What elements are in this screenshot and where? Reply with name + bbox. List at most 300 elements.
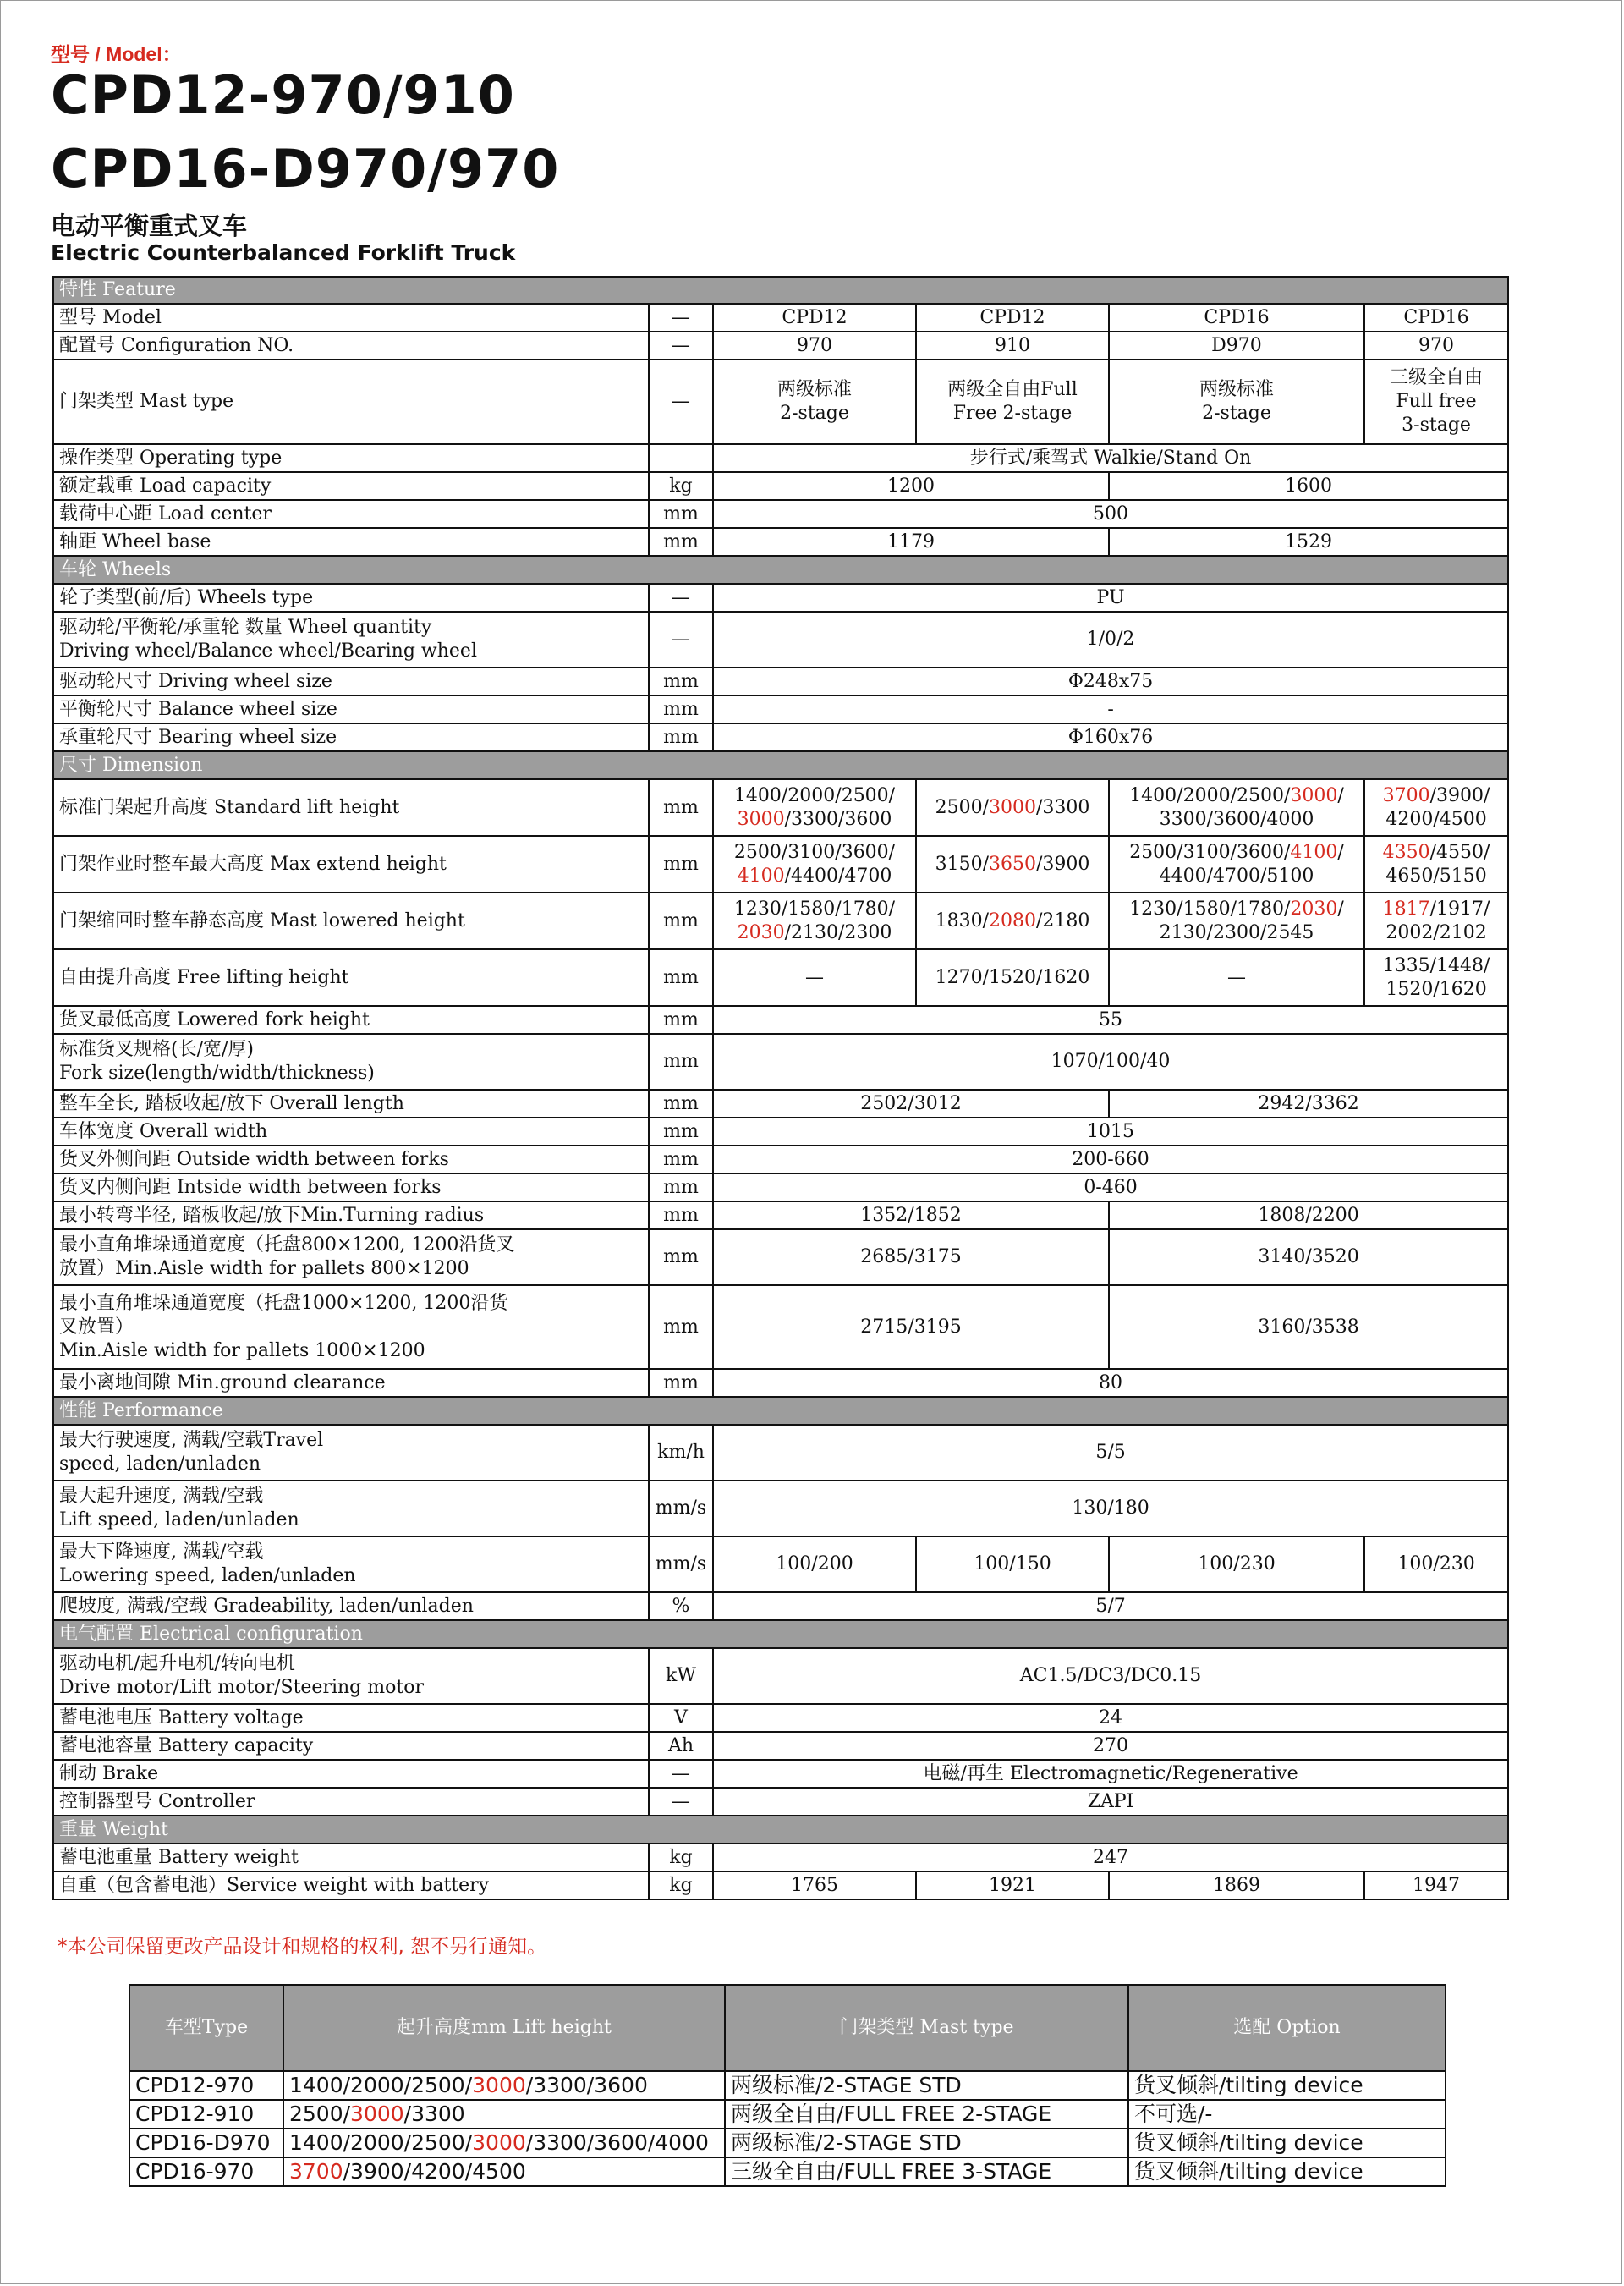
cell-cpd12-970: CPD12 <box>713 304 916 332</box>
spec-row-ground-clearance <box>53 1369 1508 1397</box>
cell-all-models: 1015 <box>713 1118 1508 1146</box>
value-part: / <box>1337 898 1344 920</box>
section-header-feature <box>53 277 1508 304</box>
highlight-value: 2030 <box>737 921 785 943</box>
row-unit: mm/s <box>649 1481 713 1536</box>
cell-all-models: 247 <box>713 1844 1508 1871</box>
cell-line: Free 2-stage <box>952 403 1073 424</box>
label-line: 叉放置） <box>59 1316 134 1338</box>
value-part: /3900/4200/4500 <box>343 2159 526 2184</box>
row-label <box>53 1481 649 1536</box>
section-title: 性能 Performance <box>53 1397 1508 1425</box>
spec-row-aisle-width-1000 <box>53 1285 1508 1369</box>
cell-line: 1520/1620 <box>1385 978 1487 1000</box>
option-mast-type: 两级全自由/FULL FREE 2-STAGE <box>725 2100 1128 2129</box>
section-header-wheels <box>53 556 1508 584</box>
highlight-value: 3000 <box>737 808 785 830</box>
spec-row-mast-lowered-height <box>53 893 1508 949</box>
row-unit: mm <box>649 528 713 556</box>
row-label: 平衡轮尺寸 Balance wheel size <box>53 695 649 723</box>
cell-all-models: - <box>713 695 1508 723</box>
row-label: 最小离地间隙 Min.ground clearance <box>53 1369 649 1397</box>
value-part: /1917/ <box>1429 898 1490 920</box>
value-part: /4400/4700 <box>784 865 892 887</box>
highlight-value: 4100 <box>737 865 785 887</box>
value-part: /3900 <box>1036 853 1090 875</box>
option-type: CPD12-910 <box>129 2100 283 2129</box>
option-mast-type: 三级全自由/FULL FREE 3-STAGE <box>725 2157 1128 2186</box>
cell-cpd12-910 <box>916 893 1109 949</box>
cell-cpd12-910: 910 <box>916 332 1109 360</box>
cell-cpd16-d970: CPD16 <box>1109 304 1364 332</box>
spec-row-overall-length <box>53 1090 1508 1118</box>
option-mast-type: 两级标准/2-STAGE STD <box>725 2071 1128 2100</box>
spec-row-bearing-wheel-size <box>53 723 1508 751</box>
cell-cpd12: 2502/3012 <box>713 1090 1109 1118</box>
label-line: Lift speed, laden/unladen <box>59 1509 299 1530</box>
row-unit: — <box>649 1788 713 1816</box>
cell-cpd16: 3160/3538 <box>1109 1285 1508 1369</box>
row-unit: mm <box>649 1034 713 1090</box>
cell-cpd16-d970: D970 <box>1109 332 1364 360</box>
cell-line: 2-stage <box>780 403 849 424</box>
row-label <box>53 1285 649 1369</box>
cell-cpd16-970 <box>1364 779 1508 836</box>
spec-table <box>52 276 1509 1900</box>
spec-row-brake <box>53 1760 1508 1788</box>
cell-line <box>1370 841 1502 865</box>
row-unit: mm <box>649 1201 713 1229</box>
cell-line: 两级标准 <box>776 379 852 400</box>
row-label <box>53 1536 649 1592</box>
model-title-1: CPD12-970/910 <box>51 64 515 126</box>
spec-row-controller <box>53 1788 1508 1816</box>
row-unit: mm <box>649 668 713 695</box>
label-line: Drive motor/Lift motor/Steering motor <box>59 1677 424 1698</box>
spec-row-motors <box>53 1648 1508 1704</box>
cell-line: 三级全自由 <box>1390 367 1484 388</box>
row-unit: mm <box>649 1285 713 1369</box>
row-unit: — <box>649 304 713 332</box>
spec-row-wheel-quantity <box>53 612 1508 668</box>
header-type: 车型Type <box>129 1985 283 2071</box>
value-part: /4550/ <box>1429 841 1490 863</box>
cell-all-models: 200-660 <box>713 1146 1508 1173</box>
spec-row-travel-speed <box>53 1425 1508 1481</box>
label-line: 放置）Min.Aisle width for pallets 800×1200 <box>59 1258 469 1279</box>
header-lift-height: 起升高度mm Lift height <box>283 1985 725 2071</box>
value-part: /3300 <box>1036 796 1090 818</box>
spec-row-gradeability <box>53 1592 1508 1620</box>
value-part: 1830/ <box>935 909 989 931</box>
value-part: 1400/2000/2500/ <box>1129 784 1291 806</box>
cell-cpd16-970 <box>1364 360 1508 444</box>
option-lift-height <box>283 2157 725 2186</box>
spec-row-free-lifting-height <box>53 949 1508 1006</box>
spec-row-wheels-type <box>53 584 1508 612</box>
product-title-en: Electric Counterbalanced Forklift Truck <box>51 240 516 265</box>
cell-all-models: Φ248x75 <box>713 668 1508 695</box>
options-row <box>129 2129 1446 2157</box>
row-label <box>53 612 649 668</box>
cell-line: 两级全自由Full <box>947 379 1078 400</box>
row-label: 爬坡度, 满载/空载 Gradeability, laden/unladen <box>53 1592 649 1620</box>
cell-cpd16-d970 <box>1109 360 1364 444</box>
row-label <box>53 1425 649 1481</box>
cell-cpd16-d970: — <box>1109 949 1364 1006</box>
cell-line: 2-stage <box>1202 403 1271 424</box>
spec-row-overall-width <box>53 1118 1508 1146</box>
label-line: Lowering speed, laden/unladen <box>59 1565 356 1586</box>
section-header-dimension <box>53 751 1508 779</box>
row-unit: mm <box>649 1229 713 1285</box>
row-unit: — <box>649 1760 713 1788</box>
spec-row-lowered-fork-height <box>53 1006 1508 1034</box>
highlight-value: 4350 <box>1382 841 1430 863</box>
label-line: 最大起升速度, 满载/空载 <box>59 1486 264 1507</box>
value-part: /3300 <box>403 2102 465 2126</box>
spec-row-wheel-base <box>53 528 1508 556</box>
cell-line: 3-stage <box>1402 415 1471 436</box>
cell-cpd12-970 <box>713 779 916 836</box>
row-label: 控制器型号 Controller <box>53 1788 649 1816</box>
value-part: /3300/3600 <box>525 2073 648 2097</box>
section-header-electrical <box>53 1620 1508 1648</box>
cell-all-models: 1070/100/40 <box>713 1034 1508 1090</box>
label-line: Fork size(length/width/thickness) <box>59 1063 375 1084</box>
spec-row-battery-capacity <box>53 1732 1508 1760</box>
spec-row-driving-wheel-size <box>53 668 1508 695</box>
cell-cpd16-970 <box>1364 949 1508 1006</box>
row-label: 最小转弯半径, 踏板收起/放下Min.Turning radius <box>53 1201 649 1229</box>
row-label: 整车全长, 踏板收起/放下 Overall length <box>53 1090 649 1118</box>
row-label: 蓄电池重量 Battery weight <box>53 1844 649 1871</box>
label-line: 最大下降速度, 满载/空载 <box>59 1541 264 1563</box>
label-line: speed, laden/unladen <box>59 1453 261 1475</box>
label-line: 驱动电机/起升电机/转向电机 <box>59 1653 295 1674</box>
row-label: 驱动轮尺寸 Driving wheel size <box>53 668 649 695</box>
cell-all-models: 270 <box>713 1732 1508 1760</box>
section-header-performance <box>53 1397 1508 1425</box>
cell-line <box>1115 841 1358 865</box>
row-unit: mm <box>649 695 713 723</box>
label-line: Driving wheel/Balance wheel/Bearing wheel <box>59 640 477 662</box>
row-unit: kW <box>649 1648 713 1704</box>
option-value: 货叉倾斜/tilting device <box>1128 2129 1446 2157</box>
section-title: 电气配置 Electrical configuration <box>53 1620 1508 1648</box>
option-lift-height <box>283 2129 725 2157</box>
row-unit: — <box>649 612 713 668</box>
cell-all-models: 24 <box>713 1704 1508 1732</box>
row-unit: mm <box>649 836 713 893</box>
header-mast-type: 门架类型 Mast type <box>725 1985 1128 2071</box>
value-part: 1230/1580/1780/ <box>1129 898 1291 920</box>
section-title: 车轮 Wheels <box>53 556 1508 584</box>
cell-cpd12-910: CPD12 <box>916 304 1109 332</box>
spec-row-outside-width-forks <box>53 1146 1508 1173</box>
model-title-2: CPD16-D970/970 <box>51 138 560 200</box>
option-type: CPD16-970 <box>129 2157 283 2186</box>
option-type: CPD16-D970 <box>129 2129 283 2157</box>
highlight-value: 3700 <box>289 2159 343 2184</box>
row-label: 自由提升高度 Free lifting height <box>53 949 649 1006</box>
spec-row-turning-radius <box>53 1201 1508 1229</box>
cell-line: 3300/3600/4000 <box>1159 808 1314 830</box>
cell-line <box>1370 898 1502 921</box>
highlight-value: 3650 <box>989 853 1036 875</box>
row-unit: mm/s <box>649 1536 713 1592</box>
highlight-value: 2080 <box>989 909 1036 931</box>
cell-cpd12: 1352/1852 <box>713 1201 1109 1229</box>
row-label: 自重（包含蓄电池）Service weight with battery <box>53 1871 649 1899</box>
row-label: 型号 Model <box>53 304 649 332</box>
value-part: /3900/ <box>1429 784 1490 806</box>
row-label: 蓄电池容量 Battery capacity <box>53 1732 649 1760</box>
spec-row-lift-speed <box>53 1481 1508 1536</box>
spec-row-battery-weight <box>53 1844 1508 1871</box>
cell-line: 4200/4500 <box>1385 808 1487 830</box>
row-label: 货叉外侧间距 Outside width between forks <box>53 1146 649 1173</box>
option-value: 货叉倾斜/tilting device <box>1128 2071 1446 2100</box>
spec-row-battery-voltage <box>53 1704 1508 1732</box>
spec-row-aisle-width-800 <box>53 1229 1508 1285</box>
value-part: /2180 <box>1036 909 1090 931</box>
cell-cpd16-d970: 1869 <box>1109 1871 1364 1899</box>
row-unit: mm <box>649 1173 713 1201</box>
cell-line <box>1115 784 1358 808</box>
cell-cpd12-910 <box>916 360 1109 444</box>
row-label: 制动 Brake <box>53 1760 649 1788</box>
cell-line: 1400/2000/2500/ <box>733 784 896 806</box>
cell-cpd12: 1200 <box>713 472 1109 500</box>
cell-cpd12-910 <box>916 836 1109 893</box>
label-line: 标准货叉规格(长/宽/厚) <box>59 1039 254 1060</box>
cell-all-models: Φ160x76 <box>713 723 1508 751</box>
row-unit: km/h <box>649 1425 713 1481</box>
row-unit: — <box>649 360 713 444</box>
disclaimer-notice: *本公司保留更改产品设计和规格的权利, 恕不另行通知。 <box>58 1936 547 1958</box>
row-label: 门架作业时整车最大高度 Max extend height <box>53 836 649 893</box>
label-line: Min.Aisle width for pallets 1000×1200 <box>59 1339 425 1361</box>
option-lift-height <box>283 2100 725 2129</box>
model-label: 型号 / Model： <box>51 43 182 65</box>
row-label: 轴距 Wheel base <box>53 528 649 556</box>
row-label: 门架类型 Mast type <box>53 360 649 444</box>
cell-cpd12-970: 100/200 <box>713 1536 916 1592</box>
row-label: 额定载重 Load capacity <box>53 472 649 500</box>
row-unit: kg <box>649 1844 713 1871</box>
spec-row-load-center <box>53 500 1508 528</box>
spec-row-load-capacity <box>53 472 1508 500</box>
label-line: 驱动轮/平衡轮/承重轮 数量 Wheel quantity <box>59 617 432 638</box>
spec-row-lowering-speed <box>53 1536 1508 1592</box>
label-line: 最小直角堆垛通道宽度（托盘1000×1200, 1200沿货 <box>59 1292 508 1314</box>
row-label: 配置号 Configuration NO. <box>53 332 649 360</box>
spec-row-max-extend-height <box>53 836 1508 893</box>
value-part: /3300/3600/4000 <box>525 2130 709 2155</box>
row-unit: — <box>649 332 713 360</box>
cell-cpd16-970: 1947 <box>1364 1871 1508 1899</box>
cell-line: 2002/2102 <box>1385 921 1487 943</box>
cell-cpd12-970: 970 <box>713 332 916 360</box>
row-label: 货叉最低高度 Lowered fork height <box>53 1006 649 1034</box>
cell-cpd12-910: 1270/1520/1620 <box>916 949 1109 1006</box>
cell-cpd16: 2942/3362 <box>1109 1090 1508 1118</box>
spec-row-balance-wheel-size <box>53 695 1508 723</box>
row-label: 标准门架起升高度 Standard lift height <box>53 779 649 836</box>
value-part: /3300/3600 <box>784 808 892 830</box>
cell-line: 2500/3100/3600/ <box>733 841 896 863</box>
cell-all-models: ZAPI <box>713 1788 1508 1816</box>
row-label <box>53 1034 649 1090</box>
cell-line <box>1370 784 1502 808</box>
cell-cpd16: 1808/2200 <box>1109 1201 1508 1229</box>
value-part: 2500/ <box>935 796 989 818</box>
row-unit: mm <box>649 500 713 528</box>
highlight-value: 1817 <box>1382 898 1430 920</box>
row-unit: mm <box>649 1006 713 1034</box>
options-header-row <box>129 1985 1446 2071</box>
cell-line: 4400/4700/5100 <box>1159 865 1314 887</box>
cell-all-models: 1/0/2 <box>713 612 1508 668</box>
row-label: 操作类型 Operating type <box>53 444 649 472</box>
value-part: / <box>1337 841 1344 863</box>
cell-all-models: 5/7 <box>713 1592 1508 1620</box>
cell-cpd16-d970 <box>1109 893 1364 949</box>
row-label: 蓄电池电压 Battery voltage <box>53 1704 649 1732</box>
cell-cpd16-970: 970 <box>1364 332 1508 360</box>
label-line: 最大行驶速度, 满载/空载Travel <box>59 1430 324 1451</box>
cell-line <box>1115 898 1358 921</box>
cell-cpd12-970 <box>713 836 916 893</box>
spec-row-service-weight <box>53 1871 1508 1899</box>
cell-cpd16-970 <box>1364 893 1508 949</box>
cell-all-models: 130/180 <box>713 1481 1508 1536</box>
value-part: 3150/ <box>935 853 989 875</box>
row-unit: kg <box>649 472 713 500</box>
option-value: 不可选/- <box>1128 2100 1446 2129</box>
row-label <box>53 1229 649 1285</box>
spec-row-config <box>53 332 1508 360</box>
row-label: 承重轮尺寸 Bearing wheel size <box>53 723 649 751</box>
cell-all-models: 500 <box>713 500 1508 528</box>
highlight-value: 3000 <box>1290 784 1338 806</box>
options-row <box>129 2100 1446 2129</box>
cell-line: 4650/5150 <box>1385 865 1487 887</box>
options-row <box>129 2071 1446 2100</box>
option-type: CPD12-970 <box>129 2071 283 2100</box>
cell-line: 两级标准 <box>1199 379 1274 400</box>
cell-line: 1335/1448/ <box>1382 954 1490 976</box>
cell-cpd12-910: 1921 <box>916 1871 1109 1899</box>
option-value: 货叉倾斜/tilting device <box>1128 2157 1446 2186</box>
cell-cpd16-970: 100/230 <box>1364 1536 1508 1592</box>
row-unit: mm <box>649 1369 713 1397</box>
header-option: 选配 Option <box>1128 1985 1446 2071</box>
spec-row-inside-width-forks <box>53 1173 1508 1201</box>
row-unit: kg <box>649 1871 713 1899</box>
cell-all-models: 55 <box>713 1006 1508 1034</box>
cell-cpd12-910: 100/150 <box>916 1536 1109 1592</box>
value-part: / <box>1337 784 1344 806</box>
cell-cpd16: 3140/3520 <box>1109 1229 1508 1285</box>
row-label: 门架缩回时整车静态高度 Mast lowered height <box>53 893 649 949</box>
options-table <box>129 1984 1446 2187</box>
row-label: 载荷中心距 Load center <box>53 500 649 528</box>
cell-cpd12: 1179 <box>713 528 1109 556</box>
value-part: /2130/2300 <box>784 921 892 943</box>
cell-all-models: 0-460 <box>713 1173 1508 1201</box>
row-unit <box>649 444 713 472</box>
cell-all-models: AC1.5/DC3/DC0.15 <box>713 1648 1508 1704</box>
cell-all-models: PU <box>713 584 1508 612</box>
cell-cpd12-970: — <box>713 949 916 1006</box>
highlight-value: 3000 <box>472 2073 526 2097</box>
highlight-value: 3000 <box>989 796 1036 818</box>
cell-all-models: 80 <box>713 1369 1508 1397</box>
row-label: 轮子类型(前/后) Wheels type <box>53 584 649 612</box>
cell-line: 1230/1580/1780/ <box>733 898 896 920</box>
product-title-cn: 电动平衡重式叉车 <box>51 212 248 240</box>
value-part: 1400/2000/2500/ <box>289 2073 473 2097</box>
value-part: 2500/3100/3600/ <box>1129 841 1291 863</box>
cell-cpd12-970 <box>713 360 916 444</box>
spec-row-standard-lift-height <box>53 779 1508 836</box>
section-title: 特性 Feature <box>53 277 1508 304</box>
cell-all-models: 电磁/再生 Electromagnetic/Regenerative <box>713 1760 1508 1788</box>
option-lift-height <box>283 2071 725 2100</box>
cell-line: Full free <box>1396 391 1477 412</box>
value-part: 2500/ <box>289 2102 351 2126</box>
spec-row-model <box>53 304 1508 332</box>
spec-row-mast-type <box>53 360 1508 444</box>
section-title: 重量 Weight <box>53 1816 1508 1844</box>
row-unit: — <box>649 584 713 612</box>
row-unit: mm <box>649 723 713 751</box>
row-unit: mm <box>649 949 713 1006</box>
cell-cpd16-970 <box>1364 836 1508 893</box>
spec-row-fork-size <box>53 1034 1508 1090</box>
cell-cpd16-d970 <box>1109 779 1364 836</box>
label-line: 最小直角堆垛通道宽度（托盘800×1200, 1200沿货叉 <box>59 1234 515 1256</box>
highlight-value: 3000 <box>472 2130 526 2155</box>
highlight-value: 2030 <box>1290 898 1338 920</box>
highlight-value: 4100 <box>1290 841 1338 863</box>
row-unit: mm <box>649 1146 713 1173</box>
cell-cpd12-970: 1765 <box>713 1871 916 1899</box>
options-row <box>129 2157 1446 2186</box>
value-part: 1400/2000/2500/ <box>289 2130 473 2155</box>
cell-cpd12: 2685/3175 <box>713 1229 1109 1285</box>
cell-line <box>719 921 910 945</box>
row-unit: mm <box>649 1118 713 1146</box>
row-label: 货叉内侧间距 Intside width between forks <box>53 1173 649 1201</box>
cell-line <box>719 865 910 888</box>
section-title: 尺寸 Dimension <box>53 751 1508 779</box>
row-unit: V <box>649 1704 713 1732</box>
cell-all-models: 步行式/乘驾式 Walkie/Stand On <box>713 444 1508 472</box>
cell-cpd12-910 <box>916 779 1109 836</box>
cell-cpd12-970 <box>713 893 916 949</box>
cell-line <box>719 808 910 832</box>
highlight-value: 3700 <box>1382 784 1430 806</box>
cell-cpd16-d970: 100/230 <box>1109 1536 1364 1592</box>
spec-row-operating-type <box>53 444 1508 472</box>
cell-cpd16-970: CPD16 <box>1364 304 1508 332</box>
cell-cpd16: 1529 <box>1109 528 1508 556</box>
row-label: 车体宽度 Overall width <box>53 1118 649 1146</box>
highlight-value: 3000 <box>350 2102 404 2126</box>
